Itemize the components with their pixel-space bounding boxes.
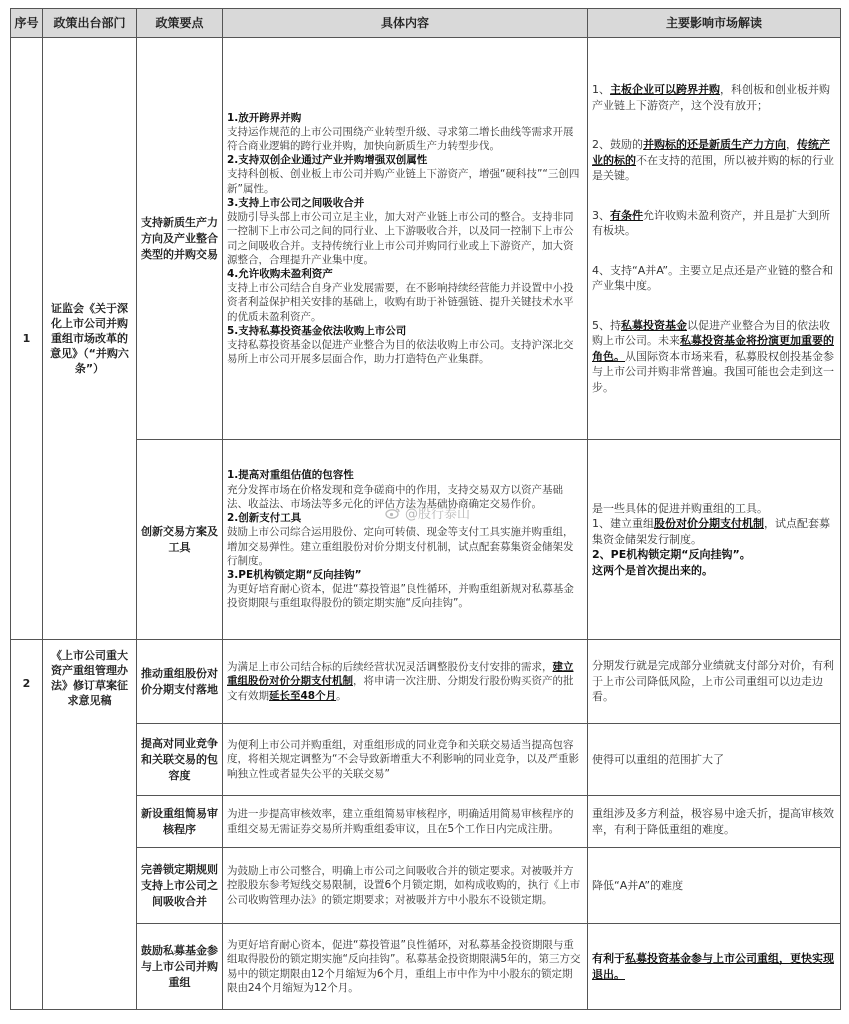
policy-content — [223, 440, 588, 640]
interp-para: 2、鼓励的并购标的还是新质生产力方向，传统产业的标的不在支持的范围，所以被并购的标的行业是关键。 — [592, 138, 834, 182]
table-row — [11, 38, 841, 440]
policy-point: 鼓励私募基金参与上市公司并购重组 — [137, 924, 223, 1010]
row-seq: 2 — [11, 640, 43, 1010]
interp-line: 是一些具体的促进并购重组的工具。 — [592, 501, 768, 515]
market-interpretation — [588, 38, 841, 440]
policy-content: 为满足上市公司结合标的后续经营状况灵活调整股份支付安排的需求，建立重组股份对价分期支付机制，将申请一次注册、分期发行股份购买资产的批文有效期延长至48个月。 — [223, 640, 588, 724]
market-interpretation: 重组涉及多方利益，极容易中途夭折，提高审核效率，有利于降低重组的难度。 — [588, 796, 841, 848]
header-interp: 主要影响市场解读 — [588, 9, 841, 38]
content-text: 支持私募投资基金以促进产业整合为目的依法收购上市公司。支持沪深北交易所上市公司开展多层面合作，助力打造特色产业集群。 — [227, 338, 574, 366]
row-seq: 1 — [11, 38, 43, 640]
policy-point: 提高对同业竞争和关联交易的包容度 — [137, 724, 223, 796]
header-row — [11, 9, 841, 38]
policy-content: 为便利上市公司并购重组，对重组形成的同业竞争和关联交易适当提高包容度，将相关规定调整为“不会导致新增重大不利影响的同业竞争，以及严重影响独立性或者显失公平的关联交易” — [223, 724, 588, 796]
content-heading: 1.放开跨界并购 — [227, 111, 302, 124]
content-text: 充分发挥市场在价格发现和竞争磋商中的作用，支持交易双方以资产基础法、收益法、市场法等多元化的评估方法为基础协商确定交易作价。 — [227, 483, 563, 510]
content-text: 为更好培育耐心资本，促进“募投管退”良性循环，并购重组新规对私募基金投资期限与重组取得股份的锁定期实施“反向挂钩”。 — [227, 583, 574, 610]
content-heading: 5.支持私募投资基金依法收购上市公司 — [227, 324, 407, 337]
content-heading: 3.PE机构锁定期“反向挂钩” — [227, 568, 362, 581]
content-text: 支持运作规范的上市公司围绕产业转型升级、寻求第二增长曲线等需求开展符合商业逻辑的跨行业并购，加快向新质生产力转型步伐。 — [227, 125, 574, 153]
policy-content: 为更好培育耐心资本，促进“募投管退”良性循环，对私募基金投资期限与重组取得股份的锁定期实施“反向挂钩”。私募基金投资期限满5年的，第三方交易中的锁定期限由12个月缩短为6个月，重组上市中作为中小股东的锁定期限由24个月缩短为12个月。 — [223, 924, 588, 1010]
content-text: 鼓励上市公司综合运用股份、定向可转债、现金等支付工具实施并购重组，增加交易弹性。建立重组股份对价分期支付机制，试点配套募集资金储架发行制度。 — [227, 526, 574, 567]
market-interpretation: 有利于私募投资基金参与上市公司重组，更快实现退出。 — [588, 924, 841, 1010]
table-row — [11, 640, 841, 724]
header-point: 政策要点 — [137, 9, 223, 38]
policy-point: 创新交易方案及工具 — [137, 440, 223, 640]
market-interpretation: 降低“A并A”的难度 — [588, 848, 841, 924]
policy-content: 为鼓励上市公司整合，明确上市公司之间吸收合并的锁定要求。对被吸并方控股股东参考短线交易限制，设置6个月锁定期，如构成收购的，执行《上市公司收购管理办法》的锁定期要求；对被吸并方中小股东不设锁定期。 — [223, 848, 588, 924]
row-dept: 《上市公司重大资产重组管理办法》修订草案征求意见稿 — [43, 640, 137, 1010]
header-dept: 政策出台部门 — [43, 9, 137, 38]
content-heading: 4.允许收购未盈利资产 — [227, 267, 333, 280]
row-dept: 证监会《关于深化上市公司并购重组市场改革的意见》（“并购六条”） — [43, 38, 137, 640]
market-interpretation: 使得可以重组的范围扩大了 — [588, 724, 841, 796]
policy-point: 完善锁定期规则支持上市公司之间吸收合并 — [137, 848, 223, 924]
market-interpretation — [588, 440, 841, 640]
content-heading: 2.创新支付工具 — [227, 512, 302, 525]
content-text: 支持上市公司结合自身产业发展需要，在不影响持续经营能力并设置中小投资者利益保护相关安排的基础上，收购有助于补链强链、提升关键技术水平的优质未盈利资产。 — [227, 282, 574, 323]
interp-line: 2、PE机构锁定期“反向挂钩”。 — [592, 548, 751, 562]
content-heading: 2.支持双创企业通过产业并购增强双创属性 — [227, 154, 428, 167]
interp-para: 1、主板企业可以跨界并购，科创板和创业板并购产业链上下游资产，这个没有放开； — [592, 83, 830, 112]
interp-para: 4、支持“A并A”。主要立足点还是产业链的整合和产业集中度。 — [592, 263, 834, 292]
interp-para: 3、有条件允许收购未盈利资产，并且是扩大到所有板块。 — [592, 208, 830, 237]
policy-content: 为进一步提高审核效率，建立重组简易审核程序，明确适用简易审核程序的重组交易无需证券交易所并购重组委审议，且在5个工作日内完成注册。 — [223, 796, 588, 848]
policy-point: 推动重组股份对价分期支付落地 — [137, 640, 223, 724]
content-heading: 1.提高对重组估值的包容性 — [227, 469, 354, 482]
interp-line: 1、建立重组股份对价分期支付机制，试点配套募集资金储架发行制度。 — [592, 517, 830, 546]
policy-content — [223, 38, 588, 440]
content-heading: 3.支持上市公司之间吸收合并 — [227, 196, 365, 209]
content-text: 支持科创板、创业板上市公司并购产业链上下游资产，增强“硬科技”“三创四新”属性。 — [227, 168, 580, 195]
policy-point: 支持新质生产力方向及产业整合类型的并购交易 — [137, 38, 223, 440]
header-seq: 序号 — [11, 9, 43, 38]
interp-line: 这两个是首次提出来的。 — [592, 563, 713, 577]
header-content: 具体内容 — [223, 9, 588, 38]
market-interpretation: 分期发行就是完成部分业绩就支付部分对价，有利于上市公司降低风险，上市公司重组可以边走边看。 — [588, 640, 841, 724]
weibo-icon — [385, 507, 401, 519]
watermark — [385, 503, 470, 522]
watermark-text: @股行泰山 — [405, 507, 471, 522]
content-text: 鼓励引导头部上市公司立足主业，加大对产业链上市公司的整合。支持非同一控制下上市公司之间的同行业、上下游吸收合并，以及同一控制下上市公司之间吸收合并。支持传统行业上市公司并购同行业或上下游资产，加大资源整合，合理提升产业集中度。 — [227, 211, 574, 266]
interp-para: 5、持私募投资基金以促进产业整合为目的依法收购上市公司。未来私募投资基金将扮演更加重要的角色。从国际资本市场来看，私募股权创投基金参与上市公司并购非常普遍。我国可能也会走到这一步。 — [592, 318, 834, 394]
policy-point: 新设重组简易审核程序 — [137, 796, 223, 848]
